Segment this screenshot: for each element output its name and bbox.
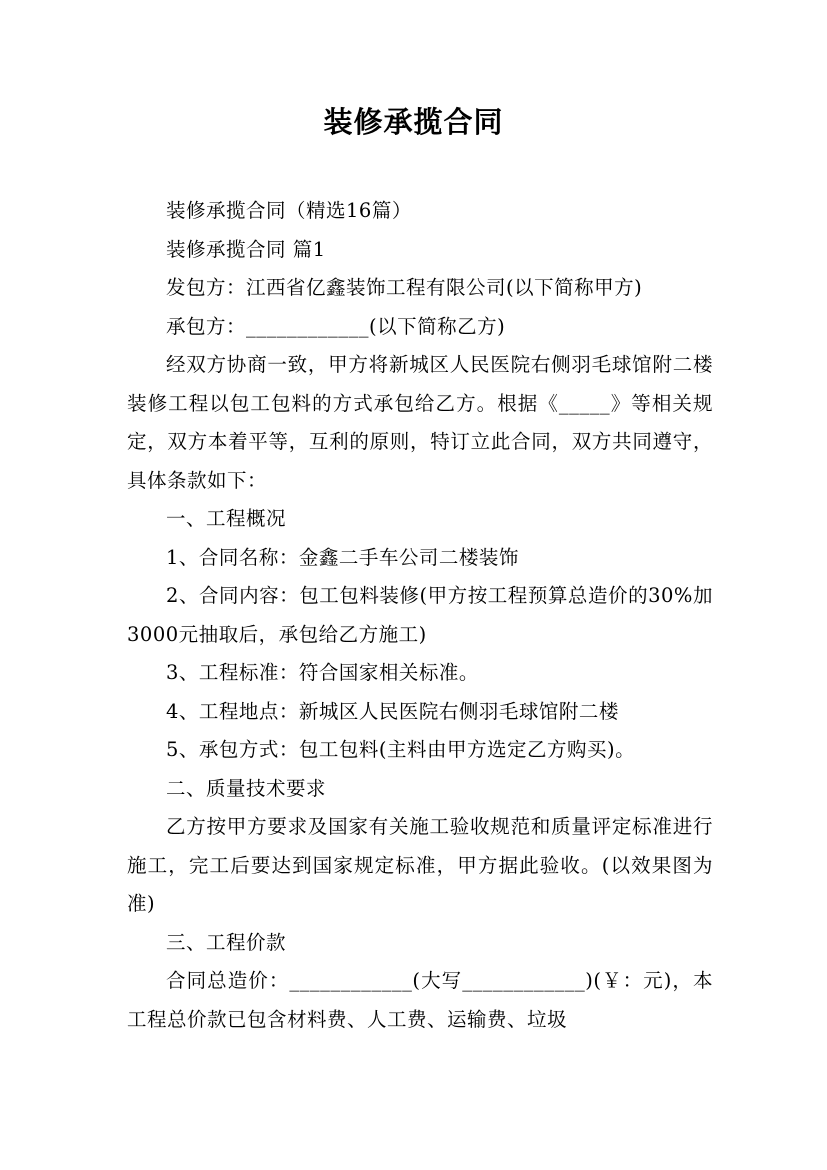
agreement-intro-paragraph: 经双方协商一致，甲方将新城区人民医院右侧羽毛球馆附二楼装修工程以包工包料的方式承包给乙方。根据《_____》等相关规定，双方本着平等，互利的原则，特订立此合同，双方共同遵守，具体条款如下： — [127, 353, 713, 492]
contract-name-paragraph: 1、合同名称：金鑫二手车公司二楼装饰 — [166, 545, 519, 569]
project-overview-heading: 一、工程概况 — [166, 507, 287, 530]
quality-requirements-paragraph: 乙方按甲方要求及国家有关施工验收规范和质量评定标准进行施工，完工后要达到国家规定标准，甲方据此验收。(以效果图为准) — [127, 815, 713, 915]
quality-requirements-heading: 二、质量技术要求 — [166, 776, 327, 800]
contracting-method-paragraph: 5、承包方式：包工包料(主料由甲方选定乙方购买)。 — [166, 738, 636, 761]
contractor-party-paragraph: 发包方：江西省亿鑫装饰工程有限公司(以下简称甲方) — [166, 276, 643, 299]
document-body — [127, 192, 713, 1039]
subtitle-paragraph: 装修承揽合同（精选16篇） — [166, 199, 412, 222]
total-price-paragraph: 合同总造价：____________(大写____________)(￥：元)，本工程总价款已包含材料费、人工费、运输费、垃圾 — [127, 969, 713, 1031]
project-location-paragraph: 4、工程地点：新城区人民医院右侧羽毛球馆附二楼 — [166, 699, 619, 723]
project-price-heading: 三、工程价款 — [166, 930, 287, 954]
document-title: 装修承揽合同 — [323, 105, 504, 139]
contract-content-paragraph: 2、合同内容：包工包料装修(甲方按工程预算总造价的30%加3000元抽取后，承包给乙方施工) — [127, 584, 713, 646]
subcontractor-party-paragraph: 承包方：____________(以下简称乙方) — [166, 314, 506, 338]
project-standard-paragraph: 3、工程标准：符合国家相关标准。 — [166, 661, 479, 684]
section-heading-paragraph: 装修承揽合同 篇1 — [166, 237, 326, 261]
